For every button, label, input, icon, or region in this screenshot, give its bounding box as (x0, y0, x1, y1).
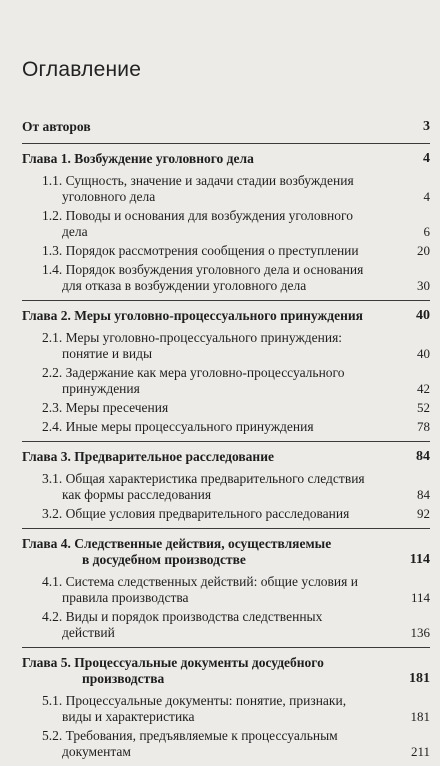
toc-chapter-page: 40 (416, 308, 430, 323)
toc-section (22, 574, 430, 606)
toc-section-title: 1.3. Порядок рассмотрения сообщения о преступлении (42, 243, 359, 258)
toc-chapter-page: 114 (409, 552, 430, 567)
toc-section (22, 330, 430, 362)
toc-section-title: 5.2. Требования, предъявляемые к процессуальным документам (42, 728, 338, 759)
toc-chapter-title-line1: Глава 5. Процессуальные документы досудебного (22, 655, 324, 670)
toc-section (22, 400, 430, 416)
toc-section-page: 92 (417, 506, 430, 521)
toc-chapter-page: 181 (409, 671, 430, 686)
toc-section (22, 728, 430, 760)
toc-section-title: 2.4. Иные меры процессуального принуждения (42, 419, 314, 434)
toc-chapter-page: 4 (423, 151, 430, 166)
toc-section (22, 506, 430, 522)
table-of-contents (22, 119, 430, 766)
toc-section (22, 471, 430, 503)
toc-section (22, 419, 430, 435)
toc-chapter-page: 84 (416, 449, 430, 464)
toc-section-title: 1.2. Поводы и основания для возбуждения уголовного дела (42, 208, 353, 239)
chapter-1 (22, 143, 430, 294)
toc-section (22, 262, 430, 294)
toc-section-page: 42 (417, 381, 430, 396)
toc-section-page: 114 (410, 590, 430, 605)
toc-section-title: 1.1. Сущность, значение и задачи стадии возбуждения уголовного дела (42, 173, 354, 204)
toc-chapter-heading (22, 300, 430, 324)
toc-entry-foreword (22, 119, 430, 135)
toc-section-title: 2.1. Меры уголовно-процессуального принуждения: понятие и виды (42, 330, 343, 361)
chapter-3 (22, 441, 430, 522)
toc-chapter-title: Глава 2. Меры уголовно-процессуального принуждения (22, 308, 363, 323)
toc-chapter-title-line1: Глава 4. Следственные действия, осуществляемые (22, 536, 332, 551)
toc-section-page: 181 (410, 709, 430, 724)
toc-section-page: 20 (417, 243, 430, 258)
toc-chapter-title-line2: в досудебном производстве (82, 552, 246, 567)
toc-section (22, 609, 430, 641)
toc-chapter-heading (22, 441, 430, 465)
toc-section-page: 84 (417, 487, 430, 502)
toc-entry-title: От авторов (22, 119, 91, 134)
chapter-4 (22, 528, 430, 641)
toc-section-page: 40 (417, 346, 430, 361)
toc-section-title: 4.2. Виды и порядок производства следственных действий (42, 609, 323, 640)
toc-section-page: 4 (423, 189, 430, 204)
toc-entry-page: 3 (423, 119, 430, 134)
toc-section-title: 4.1. Система следственных действий: общие условия и правила производства (42, 574, 358, 605)
toc-chapter-title: Глава 3. Предварительное расследование (22, 449, 274, 464)
toc-section (22, 208, 430, 240)
toc-section (22, 365, 430, 397)
toc-chapter-title: Глава 1. Возбуждение уголовного дела (22, 151, 254, 166)
toc-section-title: 3.2. Общие условия предварительного расследования (42, 506, 350, 521)
toc-section (22, 173, 430, 205)
toc-section-title: 1.4. Порядок возбуждения уголовного дела и основания для отказа в возбуждении уголовного дела (42, 262, 364, 293)
toc-section-page: 30 (417, 278, 430, 293)
chapter-2 (22, 300, 430, 435)
toc-section-title: 5.1. Процессуальные документы: понятие, признаки, виды и характеристика (42, 693, 347, 724)
toc-section (22, 243, 430, 259)
toc-section-page: 211 (410, 744, 430, 759)
toc-chapter-title-line2: производства (82, 671, 165, 686)
toc-section-title: 3.1. Общая характеристика предварительного следствия как формы расследования (42, 471, 365, 502)
toc-chapter-title (22, 536, 398, 568)
toc-chapter-title (22, 655, 398, 687)
toc-section-title: 2.2. Задержание как мера уголовно-процессуального принуждения (42, 365, 345, 396)
toc-section-page: 78 (417, 419, 430, 434)
toc-section (22, 693, 430, 725)
toc-chapter-heading (22, 143, 430, 167)
toc-chapter-heading (22, 528, 430, 568)
page-title: Оглавление (22, 58, 142, 81)
chapter-5 (22, 647, 430, 760)
toc-section-page: 136 (410, 625, 430, 640)
toc-chapter-heading (22, 647, 430, 687)
toc-section-page: 6 (423, 224, 430, 239)
toc-section-title: 2.3. Меры пресечения (42, 400, 169, 415)
toc-section-page: 52 (417, 400, 430, 415)
